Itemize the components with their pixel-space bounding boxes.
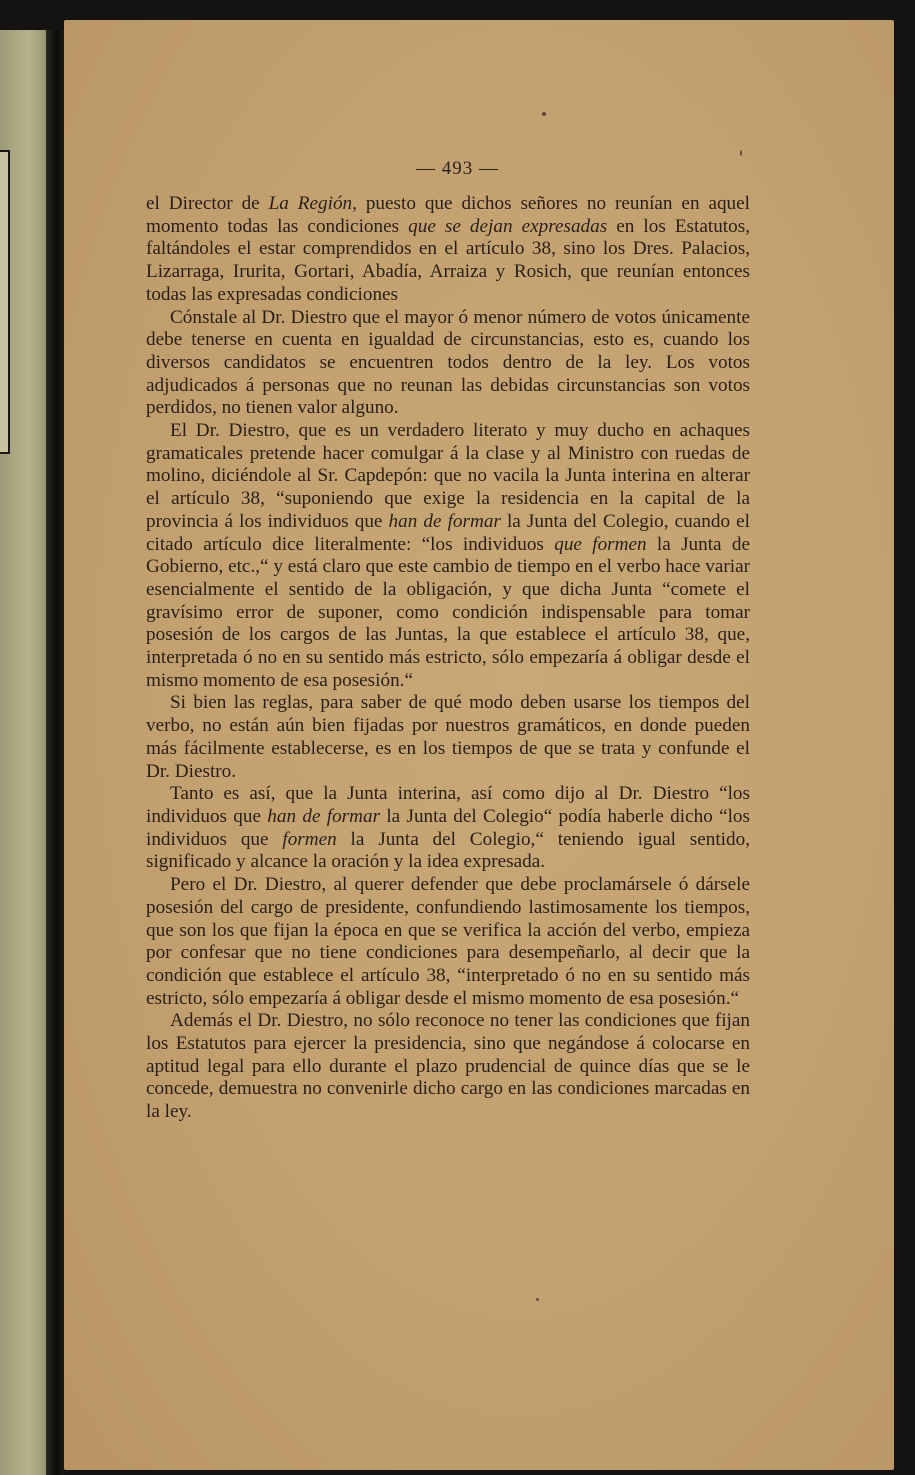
text-run: en los Estatutos, faltándoles el estar comprendidos en el artículo 38, sino los Dres. Palacios, Lizarraga, Irurita, Gortari, Abadía, Arraiza y Rosich, que reunían entonces todas las expresadas condiciones	[146, 215, 750, 305]
paper-speck	[740, 150, 742, 156]
italic-text: La Región,	[268, 193, 357, 214]
body-text	[146, 193, 750, 1124]
text-run: Tanto es así, que la Junta interina, así como dijo al Dr. Diestro “los individuos que	[146, 783, 750, 827]
paragraph	[146, 193, 750, 307]
paragraph	[146, 307, 750, 421]
text-run: Cónstale al Dr. Diestro que el mayor ó menor número de votos únicamente debe tenerse en cuenta en igualdad de circunstancias, esto es, cuando los diversos candidatos se encuentren todos dentro de la ley. Los votos adjudicados á personas que no reunan las debidas circunstancias son votos perdidos, no tienen valor alguno.	[146, 306, 750, 419]
text-run: Además el Dr. Diestro, no sólo reconoce no tener las condiciones que fijan los Estatutos para ejercer la presidencia, sino que negándose á colocarse en aptitud legal para ello durante el plazo prudencial de quince días que se le concede, demuestra no convenirle dicho cargo en las condiciones marcadas en la ley.	[146, 1010, 750, 1123]
page-number: — 493 —	[416, 158, 499, 179]
adjacent-page-frame	[0, 150, 10, 454]
paper-speck	[536, 1298, 539, 1301]
text-run: la Junta del Colegio,“ teniendo igual sentido, significado y alcance la oración y la idea expresada.	[146, 828, 750, 873]
italic-text: han de formar	[267, 805, 381, 827]
italic-text: han de formar	[388, 510, 501, 532]
text-run: Si bien las reglas, para saber de qué modo deben usarse los tiempos del verbo, no están aún bien fijadas por nuestros gramáticos, en donde pueden más fácilmente establecerse, es en los tiempos de que se trata y confunde el Dr. Diestro.	[146, 692, 750, 782]
text-run: el Director de	[146, 193, 269, 214]
paragraph	[146, 1010, 750, 1124]
paragraph	[146, 874, 750, 1010]
paragraph	[146, 692, 750, 783]
text-run: puesto que dichos señores no reunían en aquel momento todas las condiciones	[146, 193, 750, 237]
paragraph	[146, 783, 750, 874]
text-run: la Junta del Colegio, cuando el citado artículo dice literalmente: “los individuos	[146, 510, 750, 555]
italic-text: que formen	[554, 533, 647, 555]
text-run: la Junta del Colegio“ podía haberle dicho “los individuos que	[146, 805, 750, 850]
paper-speck	[542, 112, 546, 116]
text-run: la Junta de Gobierno, etc.,“ y está claro que este cambio de tiempo en el verbo hace variar esencialmente el sentido de la obligación, y que dicha Junta “comete el gravísimo error de suponer, como condición indispensable para tomar posesión de los cargos de las Juntas, la que establece el artículo 38, que, interpretada ó no en su sentido más estricto, sólo empezaría á obligar desde el mismo momento de esa posesión.“	[146, 533, 750, 691]
text-run: Pero el Dr. Diestro, al querer defender que debe proclamársele ó dársele posesión del cargo de presidente, confundiendo lastimosamente los tiempos, que son los que fijan la época en que se verifica la acción del verbo, empieza por confesar que no tiene condiciones para desempeñarlo, al decir que la condición que establece el artículo 38, “interpretado ó no en su sentido más estricto, sólo empezaría á obligar desde el mismo momento de esa posesión.“	[146, 874, 750, 1009]
italic-text: formen	[282, 828, 337, 850]
italic-text: que se dejan expresadas	[408, 215, 608, 237]
paragraph	[146, 420, 750, 692]
book-spine	[46, 30, 64, 1475]
text-run: El Dr. Diestro, que es un verdadero literato y muy ducho en achaques gramaticales pretende hacer comulgar á la clase y al Ministro con ruedas de molino, diciéndole al Sr. Capdepón: que no vacila la Junta interina en alterar el artículo 38, “suponiendo que exige la residencia en la capital de la provincia á los individuos que	[146, 420, 750, 532]
